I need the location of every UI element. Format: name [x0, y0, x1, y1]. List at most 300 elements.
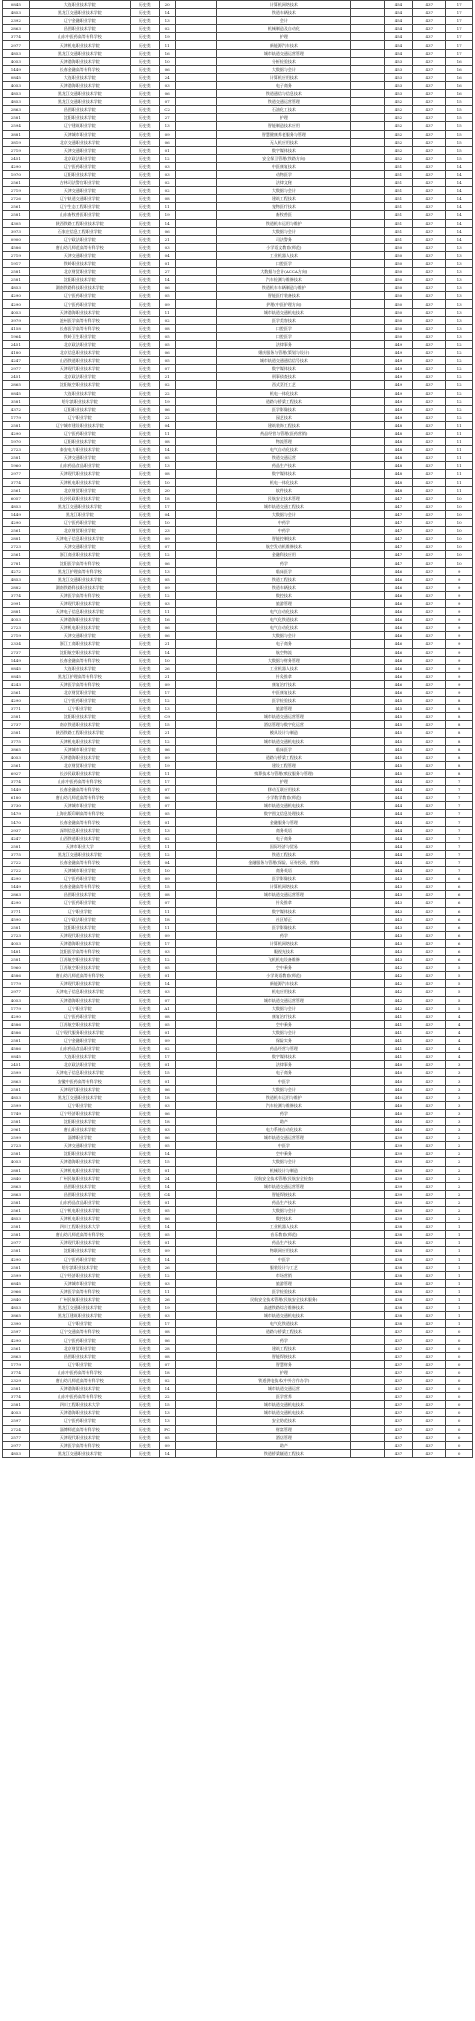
major-name-cell: 小学英语教育(师范) [217, 972, 351, 980]
blank-cell [351, 1109, 384, 1117]
score-diff-cell: 1 [446, 1296, 473, 1304]
major-group-cell: 11 [159, 842, 175, 850]
control-line-cell: 437 [413, 357, 446, 365]
score-diff-cell: 0 [446, 1328, 473, 1336]
school-name-cell: 北京财贸职业学院 [29, 761, 130, 769]
control-line-cell: 437 [413, 494, 446, 502]
table-row [3, 268, 473, 276]
blank-cell [351, 429, 384, 437]
blank-cell [175, 867, 217, 875]
blank-cell [351, 1150, 384, 1158]
school-name-cell: 辽宁经济职业技术学院 [29, 1271, 130, 1279]
min-score-cell: 454 [384, 1, 413, 9]
blank-cell [351, 324, 384, 332]
school-code-cell: 2722 [3, 867, 30, 875]
control-line-cell: 437 [413, 964, 446, 972]
major-group-cell: 12 [159, 737, 175, 745]
major-group-cell: 17 [159, 502, 175, 510]
blank-cell [351, 251, 384, 259]
school-code-cell: 4290 [3, 697, 30, 705]
table-row [3, 1215, 473, 1223]
score-diff-cell: 16 [446, 73, 473, 81]
major-name-cell: 安全保卫管理(铁路方向) [217, 154, 351, 162]
subject-category-cell: 历史类 [130, 1117, 159, 1125]
table-row [3, 1304, 473, 1312]
control-line-cell: 437 [413, 988, 446, 996]
table-row [3, 381, 473, 389]
major-group-cell: 12 [159, 154, 175, 162]
min-score-cell: 450 [384, 276, 413, 284]
score-diff-cell: 9 [446, 583, 473, 591]
blank-cell [175, 939, 217, 947]
major-name-cell: 大数据与会计 [217, 227, 351, 235]
score-diff-cell: 13 [446, 284, 473, 292]
control-line-cell: 437 [413, 972, 446, 980]
blank-cell [175, 365, 217, 373]
control-line-cell: 437 [413, 907, 446, 915]
table-row [3, 1142, 473, 1150]
score-diff-cell: 11 [446, 438, 473, 446]
major-group-cell: 22 [159, 413, 175, 421]
blank-cell [351, 1061, 384, 1069]
major-name-cell: 建设工程管理 [217, 761, 351, 769]
blank-cell [351, 462, 384, 470]
major-name-cell: 物联网应用技术 [217, 1247, 351, 1255]
major-name-cell: 软件技术 [217, 486, 351, 494]
min-score-cell: 451 [384, 170, 413, 178]
major-name-cell: 汽车检测与维修技术 [217, 1101, 351, 1109]
score-diff-cell: 12 [446, 365, 473, 373]
min-score-cell: 439 [384, 1150, 413, 1158]
control-line-cell: 437 [413, 1126, 446, 1134]
subject-category-cell: 历史类 [130, 138, 159, 146]
table-row [3, 1198, 473, 1206]
min-score-cell: 437 [384, 1449, 413, 1457]
table-row [3, 454, 473, 462]
major-name-cell: 电气化铁道技术 [217, 1320, 351, 1328]
blank-cell [175, 421, 217, 429]
subject-category-cell: 历史类 [130, 688, 159, 696]
school-name-cell: 天津渤海职业技术学院 [29, 616, 130, 624]
school-name-cell: 辽宁职业学院 [29, 705, 130, 713]
school-code-cell: 2719 [3, 187, 30, 195]
blank-cell [351, 535, 384, 543]
blank-cell [175, 413, 217, 421]
school-code-cell: 1479 [3, 810, 30, 818]
blank-cell [175, 907, 217, 915]
min-score-cell: 445 [384, 697, 413, 705]
school-name-cell: 长春金融高等专科学校 [29, 883, 130, 891]
blank-cell [175, 170, 217, 178]
table-row [3, 49, 473, 57]
min-score-cell: 438 [384, 1263, 413, 1271]
subject-category-cell: 历史类 [130, 405, 159, 413]
subject-category-cell: 历史类 [130, 972, 159, 980]
major-name-cell: 智慧财务 [217, 1360, 351, 1368]
subject-category-cell: 历史类 [130, 1239, 159, 1247]
major-group-cell: 27 [159, 114, 175, 122]
major-group-cell: 09 [159, 583, 175, 591]
school-code-cell: 4290 [3, 519, 30, 527]
blank-cell [351, 1077, 384, 1085]
blank-cell [175, 1077, 217, 1085]
major-name-cell: 针灸推拿 [217, 899, 351, 907]
score-diff-cell: 17 [446, 9, 473, 17]
blank-cell [351, 413, 384, 421]
score-diff-cell: 10 [446, 559, 473, 567]
subject-category-cell: 历史类 [130, 373, 159, 381]
control-line-cell: 437 [413, 1061, 446, 1069]
blank-cell [175, 575, 217, 583]
school-code-cell: 1779 [3, 1004, 30, 1012]
major-name-cell: 临床医学 [217, 567, 351, 575]
blank-cell [175, 1296, 217, 1304]
school-code-cell: 2581 [3, 276, 30, 284]
school-code-cell: 1449 [3, 510, 30, 518]
major-group-cell: 14 [159, 1449, 175, 1457]
school-code-cell: 4272 [3, 567, 30, 575]
min-score-cell: 440 [384, 1109, 413, 1117]
blank-cell [175, 1109, 217, 1117]
min-score-cell: 438 [384, 1223, 413, 1231]
table-row [3, 786, 473, 794]
major-group-cell: 11 [159, 41, 175, 49]
control-line-cell: 437 [413, 761, 446, 769]
control-line-cell: 437 [413, 745, 446, 753]
major-group-cell: 15 [159, 883, 175, 891]
table-row [3, 373, 473, 381]
blank-cell [351, 648, 384, 656]
min-score-cell: 437 [384, 1376, 413, 1384]
control-line-cell: 437 [413, 268, 446, 276]
score-diff-cell: 12 [446, 381, 473, 389]
subject-category-cell: 历史类 [130, 753, 159, 761]
major-name-cell: 药学 [217, 931, 351, 939]
blank-cell [351, 867, 384, 875]
blank-cell [351, 130, 384, 138]
control-line-cell: 437 [413, 1142, 446, 1150]
major-group-cell: 03 [159, 947, 175, 955]
blank-cell [351, 769, 384, 777]
control-line-cell: 437 [413, 850, 446, 858]
min-score-cell: 452 [384, 154, 413, 162]
score-diff-cell: 15 [446, 146, 473, 154]
min-score-cell: 439 [384, 1134, 413, 1142]
control-line-cell: 437 [413, 1417, 446, 1425]
control-line-cell: 437 [413, 1053, 446, 1061]
blank-cell [175, 632, 217, 640]
major-name-cell: 城市轨道交通运营管理 [217, 49, 351, 57]
score-diff-cell: 15 [446, 98, 473, 106]
school-name-cell: 长沙民政职业技术学院 [29, 494, 130, 502]
school-name-cell: 天津现代职业技术学院 [29, 470, 130, 478]
school-code-cell: 4290 [3, 1255, 30, 1263]
subject-category-cell: 历史类 [130, 122, 159, 130]
blank-cell [175, 1417, 217, 1425]
school-name-cell: 江苏航空职业技术学院 [29, 964, 130, 972]
blank-cell [351, 1206, 384, 1214]
school-name-cell: 天津现代职业技术学院 [29, 599, 130, 607]
major-group-cell: 12 [159, 697, 175, 705]
blank-cell [351, 996, 384, 1004]
min-score-cell: 438 [384, 1239, 413, 1247]
school-code-cell: 4053 [3, 57, 30, 65]
school-name-cell: 辽宁医药职业学院 [29, 697, 130, 705]
table-row [3, 1393, 473, 1401]
score-diff-cell: 4 [446, 1037, 473, 1045]
min-score-cell: 449 [384, 413, 413, 421]
major-name-cell: 电子商务 [217, 834, 351, 842]
major-group-cell: 06 [159, 1336, 175, 1344]
score-diff-cell: 9 [446, 680, 473, 688]
score-diff-cell: 9 [446, 616, 473, 624]
school-name-cell: 辽宁职业学院 [29, 1320, 130, 1328]
min-score-cell: 444 [384, 778, 413, 786]
min-score-cell: 437 [384, 1433, 413, 1441]
major-group-cell: 15 [159, 1069, 175, 1077]
table-row [3, 502, 473, 510]
major-group-cell: 06 [159, 90, 175, 98]
school-name-cell: 沈阳职业技术学院 [29, 1247, 130, 1255]
school-code-cell: 4586 [3, 243, 30, 251]
table-row [3, 1417, 473, 1425]
school-code-cell: 2840 [3, 1174, 30, 1182]
school-code-cell: 4247 [3, 834, 30, 842]
major-group-cell: 21 [159, 729, 175, 737]
control-line-cell: 437 [413, 729, 446, 737]
major-name-cell: 酒店管理与数字化运营 [217, 721, 351, 729]
min-score-cell: 443 [384, 931, 413, 939]
control-line-cell: 437 [413, 340, 446, 348]
blank-cell [351, 1247, 384, 1255]
control-line-cell: 437 [413, 559, 446, 567]
blank-cell [175, 858, 217, 866]
major-name-cell: 大数据与会计 [217, 65, 351, 73]
table-row [3, 947, 473, 955]
score-diff-cell: 3 [446, 1085, 473, 1093]
school-code-cell: 2581 [3, 1117, 30, 1125]
min-score-cell: 444 [384, 794, 413, 802]
subject-category-cell: 历史类 [130, 478, 159, 486]
blank-cell [175, 745, 217, 753]
control-line-cell: 437 [413, 502, 446, 510]
school-code-cell: 2581 [3, 956, 30, 964]
major-name-cell: 新能源汽车技术 [217, 980, 351, 988]
score-diff-cell: 15 [446, 106, 473, 114]
blank-cell [175, 1166, 217, 1174]
major-group-cell: 12 [159, 850, 175, 858]
major-group-cell: 07 [159, 899, 175, 907]
control-line-cell: 437 [413, 527, 446, 535]
blank-cell [175, 1206, 217, 1214]
blank-cell [175, 1449, 217, 1457]
table-row [3, 98, 473, 106]
subject-category-cell: 历史类 [130, 591, 159, 599]
table-row [3, 713, 473, 721]
school-code-cell: 2451 [3, 1061, 30, 1069]
major-name-cell: 大数据与会计 [217, 187, 351, 195]
major-group-cell: 17 [159, 688, 175, 696]
control-line-cell: 437 [413, 1012, 446, 1020]
control-line-cell: 437 [413, 778, 446, 786]
major-name-cell: 数字媒体技术 [217, 365, 351, 373]
control-line-cell: 437 [413, 421, 446, 429]
control-line-cell: 437 [413, 883, 446, 891]
school-name-cell: 黑龙江交通职业技术学院 [29, 98, 130, 106]
blank-cell [351, 875, 384, 883]
school-code-cell: 2581 [3, 1231, 30, 1239]
blank-cell [175, 438, 217, 446]
blank-cell [175, 1376, 217, 1384]
school-code-cell: 4853 [3, 502, 30, 510]
table-row [3, 1045, 473, 1053]
blank-cell [175, 721, 217, 729]
school-code-cell: 2561 [3, 179, 30, 187]
major-group-cell: 05 [159, 357, 175, 365]
score-diff-cell: 3 [446, 1077, 473, 1085]
score-diff-cell: 6 [446, 947, 473, 955]
score-diff-cell: 3 [446, 1109, 473, 1117]
major-group-cell: 09 [159, 1441, 175, 1449]
major-group-cell: 08 [159, 1328, 175, 1336]
school-code-cell: 2581 [3, 1198, 30, 1206]
table-row [3, 939, 473, 947]
control-line-cell: 437 [413, 721, 446, 729]
table-row [3, 535, 473, 543]
table-row [3, 90, 473, 98]
score-diff-cell: 2 [446, 1198, 473, 1206]
school-name-cell: 辽宁经济职业技术学院 [29, 1109, 130, 1117]
school-name-cell: 辽宁金融职业学院 [29, 1037, 130, 1045]
school-code-cell: 6845 [3, 1279, 30, 1287]
blank-cell [351, 729, 384, 737]
subject-category-cell: 历史类 [130, 778, 159, 786]
major-group-cell: 18 [159, 915, 175, 923]
school-code-cell: 2726 [3, 195, 30, 203]
school-name-cell: 天津医学高等专科学校 [29, 1441, 130, 1449]
blank-cell [175, 17, 217, 25]
min-score-cell: 437 [384, 1385, 413, 1393]
control-line-cell: 437 [413, 583, 446, 591]
table-row [3, 349, 473, 357]
school-name-cell: 北京信息职业技术学院 [29, 349, 130, 357]
min-score-cell: 443 [384, 875, 413, 883]
min-score-cell: 439 [384, 1190, 413, 1198]
school-name-cell: 天津城市职业学院 [29, 745, 130, 753]
major-name-cell: 康复治疗技术 [217, 680, 351, 688]
major-group-cell: 18 [159, 1368, 175, 1376]
school-code-cell: 3865 [3, 1312, 30, 1320]
score-diff-cell: 6 [446, 956, 473, 964]
subject-category-cell: 历史类 [130, 502, 159, 510]
school-code-cell: 6927 [3, 769, 30, 777]
major-name-cell: 护理 [217, 778, 351, 786]
blank-cell [351, 810, 384, 818]
min-score-cell: 450 [384, 300, 413, 308]
blank-cell [351, 98, 384, 106]
blank-cell [175, 454, 217, 462]
score-diff-cell: 0 [446, 1449, 473, 1457]
control-line-cell: 437 [413, 1206, 446, 1214]
min-score-cell: 446 [384, 664, 413, 672]
major-name-cell: 电气化铁道技术 [217, 616, 351, 624]
table-row [3, 1312, 473, 1320]
control-line-cell: 437 [413, 616, 446, 624]
min-score-cell: 451 [384, 195, 413, 203]
blank-cell [351, 470, 384, 478]
school-name-cell: 安徽中医药高等专科学校 [29, 1077, 130, 1085]
major-group-cell: 15 [159, 1401, 175, 1409]
school-name-cell: 天津电子信息职业技术学院 [29, 535, 130, 543]
blank-cell [175, 1101, 217, 1109]
major-name-cell: 智能焊接技术 [217, 1190, 351, 1198]
major-name-cell: 电气自动化技术 [217, 624, 351, 632]
major-group-cell: 09 [159, 535, 175, 543]
table-row [3, 1409, 473, 1417]
major-group-cell: 09 [159, 680, 175, 688]
major-name-cell: 工业机器人技术 [217, 1223, 351, 1231]
control-line-cell: 437 [413, 1271, 446, 1279]
major-group-cell: 06 [159, 1215, 175, 1223]
control-line-cell: 437 [413, 737, 446, 745]
control-line-cell: 437 [413, 640, 446, 648]
table-row [3, 1093, 473, 1101]
min-score-cell: 439 [384, 1174, 413, 1182]
blank-cell [351, 988, 384, 996]
score-diff-cell: 8 [446, 729, 473, 737]
table-row [3, 1150, 473, 1158]
score-diff-cell: 2 [446, 1190, 473, 1198]
major-name-cell: 机电一体化技术 [217, 389, 351, 397]
blank-cell [175, 292, 217, 300]
blank-cell [351, 1, 384, 9]
score-diff-cell: 7 [446, 867, 473, 875]
major-group-cell: 18 [159, 494, 175, 502]
blank-cell [175, 381, 217, 389]
subject-category-cell: 历史类 [130, 786, 159, 794]
school-code-cell: 2863 [3, 1182, 30, 1190]
blank-cell [175, 923, 217, 931]
score-diff-cell: 8 [446, 697, 473, 705]
blank-cell [351, 883, 384, 891]
school-name-cell: 天津渤海职业技术学院 [29, 996, 130, 1004]
score-diff-cell: 7 [446, 842, 473, 850]
min-score-cell: 438 [384, 1271, 413, 1279]
school-code-cell: 4586 [3, 1028, 30, 1036]
subject-category-cell: 历史类 [130, 1279, 159, 1287]
score-diff-cell: 5 [446, 972, 473, 980]
subject-category-cell: 历史类 [130, 745, 159, 753]
subject-category-cell: 历史类 [130, 988, 159, 996]
blank-cell [351, 73, 384, 81]
score-diff-cell: 7 [446, 802, 473, 810]
major-name-cell: 殡葬技术与管理(殡仪服务与管理) [217, 769, 351, 777]
blank-cell [351, 373, 384, 381]
score-diff-cell: 1 [446, 1304, 473, 1312]
blank-cell [175, 713, 217, 721]
table-row [3, 794, 473, 802]
school-name-cell: 辽宁政法职业学院 [29, 915, 130, 923]
school-name-cell: 铁岭职业技术学院 [29, 260, 130, 268]
school-name-cell: 天津市职业大学 [29, 842, 130, 850]
control-line-cell: 437 [413, 1182, 446, 1190]
score-diff-cell: 9 [446, 591, 473, 599]
major-name-cell: 大数据与会计 [217, 1085, 351, 1093]
major-name-cell: 服装设计与工艺 [217, 1263, 351, 1271]
min-score-cell: 454 [384, 33, 413, 41]
blank-cell [351, 931, 384, 939]
score-diff-cell: 8 [446, 713, 473, 721]
